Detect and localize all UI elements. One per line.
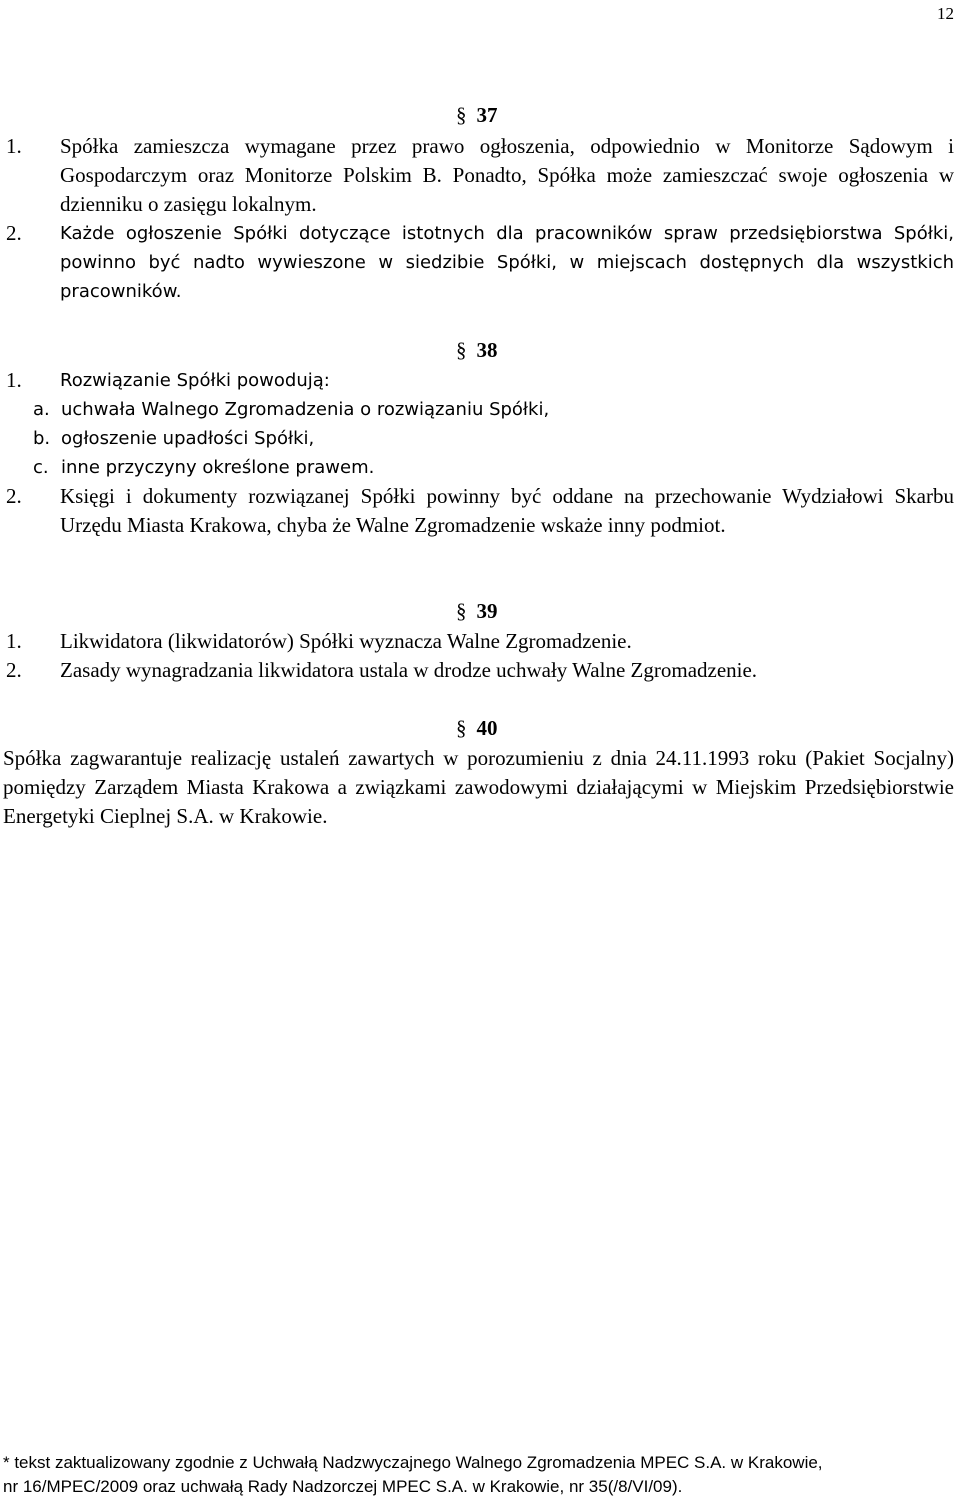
item-text: Likwidatora (likwidatorów) Spółki wyznacza Walne Zgromadzenie.	[60, 629, 632, 653]
section-40-paragraph: Spółka zagwarantuje realizację ustaleń zawartych w porozumieniu z dnia 24.11.1993 roku (Pakiet Socjalny) pomiędzy Zarządem Miasta Krakowa a związkami zawodowymi działającymi w Miejskim Przedsiębiorstwie Energetyki Cieplnej S.A. w Krakowie.	[3, 746, 954, 828]
subitem-text: uchwała Walnego Zgromadzenia o rozwiązaniu Spółki,	[61, 399, 550, 420]
item-text: Zasady wynagradzania likwidatora ustala w drodze uchwały Walne Zgromadzenie.	[60, 658, 758, 682]
section-heading-39	[456, 599, 498, 624]
section-number: 40	[476, 716, 498, 740]
subitem-letter: a.	[33, 399, 50, 420]
item-text: Rozwiązanie Spółki powodują:	[60, 370, 330, 391]
page-number: 12	[937, 4, 954, 23]
section-number: 37	[476, 103, 498, 127]
section-38-subitem-a	[33, 395, 549, 424]
section-sign: §	[456, 599, 467, 623]
subitem-text: inne przyczyny określone prawem.	[61, 457, 375, 478]
section-37-item-1	[6, 132, 954, 219]
item-text: Spółka zamieszcza wymagane przez prawo ogłoszenia, odpowiednio w Monitorze Sądowym i Gospodarczym oraz Monitorze Polskim B. Ponadto, Spółka może zamieszczać swoje ogłoszenia w dzienniku o zasięgu lokalnym.	[60, 134, 954, 216]
section-38-item-1	[6, 366, 954, 395]
item-number: 1.	[6, 134, 22, 158]
section-38-item-2	[6, 482, 954, 540]
item-number: 2.	[6, 484, 22, 508]
item-number: 2.	[6, 658, 22, 682]
section-sign: §	[456, 103, 467, 127]
section-number: 38	[476, 338, 498, 362]
section-sign: §	[456, 338, 467, 362]
section-heading-37	[456, 103, 498, 128]
section-37-item-2	[6, 219, 954, 306]
section-38-subitem-c	[33, 453, 374, 482]
section-38-subitem-b	[33, 424, 314, 453]
subitem-text: ogłoszenie upadłości Spółki,	[61, 428, 315, 449]
section-39-item-1	[6, 627, 954, 656]
item-number: 1.	[6, 629, 22, 653]
item-text: Księgi i dokumenty rozwiązanej Spółki powinny być oddane na przechowanie Wydziałowi Skarbu Urzędu Miasta Krakowa, chyba że Walne Zgromadzenie wskaże inny podmiot.	[60, 484, 954, 537]
footnote-line-1: * tekst zaktualizowany zgodnie z Uchwałą Nadzwyczajnego Walnego Zgromadzenia MPEC S.A. w Krakowie,	[3, 1453, 823, 1472]
section-39-item-2	[6, 656, 954, 685]
section-heading-40	[456, 716, 498, 741]
subitem-letter: b.	[33, 428, 51, 449]
item-text: Każde ogłoszenie Spółki dotyczące istotnych dla pracowników spraw przedsiębiorstwa Spółki, powinno być nadto wywieszone w siedzibie Spółki, w miejscach dostępnych dla wszystkich pracowników.	[60, 223, 954, 302]
section-heading-38	[456, 338, 498, 363]
section-sign: §	[456, 716, 467, 740]
subitem-letter: c.	[33, 457, 49, 478]
section-number: 39	[476, 599, 498, 623]
footnote-line-2: nr 16/MPEC/2009 oraz uchwałą Rady Nadzorczej MPEC S.A. w Krakowie, nr 35(/8/VI/09).	[3, 1477, 683, 1496]
item-number: 1.	[6, 368, 22, 392]
item-number: 2.	[6, 221, 22, 245]
